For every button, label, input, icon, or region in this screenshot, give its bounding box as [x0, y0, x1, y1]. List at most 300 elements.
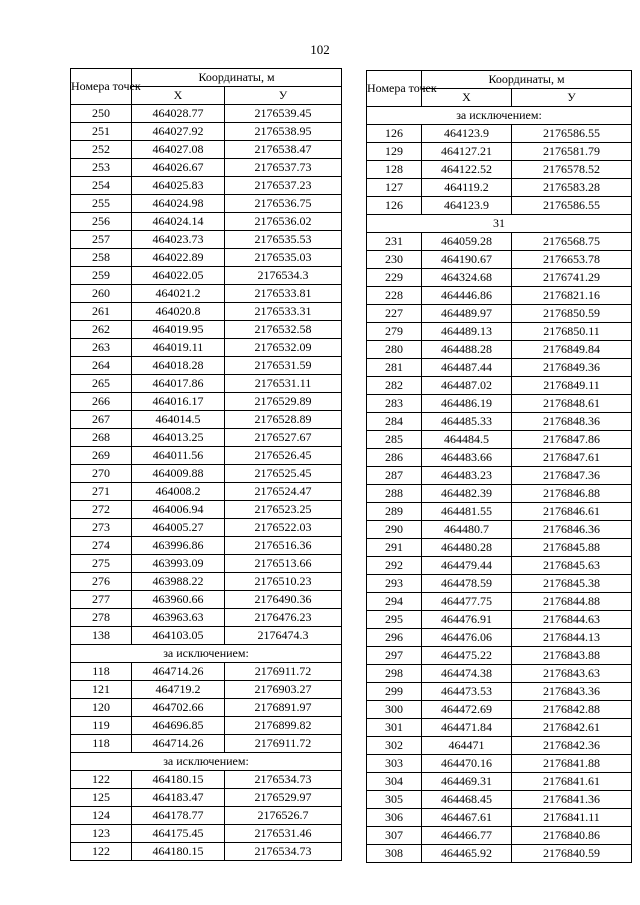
table-row	[71, 627, 342, 645]
x-coordinate-cell: 463963.63	[132, 609, 225, 627]
y-coordinate-cell: 2176842.61	[512, 719, 632, 737]
y-coordinate-cell: 2176899.82	[225, 717, 342, 735]
x-coordinate-cell: 464719.2	[132, 681, 225, 699]
table-row	[71, 519, 342, 537]
table-row	[367, 467, 632, 485]
section-row	[71, 753, 342, 771]
point-number-cell: 293	[367, 575, 422, 593]
point-number-cell: 288	[367, 485, 422, 503]
table-row	[71, 357, 342, 375]
y-coordinate-cell: 2176476.23	[225, 609, 342, 627]
point-number-cell: 278	[71, 609, 132, 627]
point-number-cell: 128	[367, 161, 422, 179]
x-coordinate-cell: 464696.85	[132, 717, 225, 735]
y-coordinate-cell: 2176741.29	[512, 269, 632, 287]
x-coordinate-cell: 464018.28	[132, 357, 225, 375]
point-number-cell: 118	[71, 735, 132, 753]
y-coordinate-cell: 2176847.36	[512, 467, 632, 485]
y-coordinate-cell: 2176845.88	[512, 539, 632, 557]
table-row	[367, 845, 632, 863]
x-coordinate-cell: 464471	[422, 737, 512, 755]
x-coordinate-cell: 464024.98	[132, 195, 225, 213]
table-row	[71, 213, 342, 231]
y-coordinate-cell: 2176532.09	[225, 339, 342, 357]
point-number-cell: 304	[367, 773, 422, 791]
point-number-cell: 264	[71, 357, 132, 375]
x-coordinate-cell: 463960.66	[132, 591, 225, 609]
point-number-cell: 138	[71, 627, 132, 645]
point-number-cell: 292	[367, 557, 422, 575]
x-coordinate-cell: 464005.27	[132, 519, 225, 537]
point-number-cell: 273	[71, 519, 132, 537]
table-row	[367, 827, 632, 845]
y-coordinate-cell: 2176534.3	[225, 267, 342, 285]
point-number-cell: 250	[71, 105, 132, 123]
x-coordinate-cell: 464489.97	[422, 305, 512, 323]
point-number-cell: 281	[367, 359, 422, 377]
x-coordinate-cell: 464028.77	[132, 105, 225, 123]
point-number-cell: 259	[71, 267, 132, 285]
x-coordinate-cell: 464465.92	[422, 845, 512, 863]
table-row	[71, 771, 342, 789]
table-row	[71, 555, 342, 573]
table-row	[71, 249, 342, 267]
table-row	[71, 807, 342, 825]
point-number-cell: 126	[367, 125, 422, 143]
section-label: за исключением:	[71, 645, 342, 663]
table-row	[367, 557, 632, 575]
y-coordinate-cell: 2176474.3	[225, 627, 342, 645]
y-coordinate-cell: 2176846.88	[512, 485, 632, 503]
table-row	[367, 161, 632, 179]
point-number-cell: 270	[71, 465, 132, 483]
y-coordinate-cell: 2176848.61	[512, 395, 632, 413]
y-coordinate-cell: 2176583.28	[512, 179, 632, 197]
header-point-numbers: Номера точек	[71, 69, 132, 105]
point-number-cell: 303	[367, 755, 422, 773]
table-row	[367, 647, 632, 665]
table-row	[367, 413, 632, 431]
x-coordinate-cell: 464477.75	[422, 593, 512, 611]
x-coordinate-cell: 464011.56	[132, 447, 225, 465]
y-coordinate-cell: 2176526.7	[225, 807, 342, 825]
table-row	[367, 125, 632, 143]
table-row	[367, 431, 632, 449]
x-coordinate-cell: 464014.5	[132, 411, 225, 429]
x-coordinate-cell: 464471.84	[422, 719, 512, 737]
section-row	[367, 215, 632, 233]
y-coordinate-cell: 2176586.55	[512, 197, 632, 215]
point-number-cell: 290	[367, 521, 422, 539]
table-row	[367, 701, 632, 719]
table-row	[71, 321, 342, 339]
header-point-numbers: Номера точек	[367, 71, 422, 107]
table-row	[71, 105, 342, 123]
point-number-cell: 263	[71, 339, 132, 357]
table-row	[367, 719, 632, 737]
table-row	[71, 339, 342, 357]
x-coordinate-cell: 464472.69	[422, 701, 512, 719]
table-row	[71, 789, 342, 807]
y-coordinate-cell: 2176841.11	[512, 809, 632, 827]
x-coordinate-cell: 464008.2	[132, 483, 225, 501]
table-row	[71, 537, 342, 555]
y-coordinate-cell: 2176845.38	[512, 575, 632, 593]
table-row	[367, 233, 632, 251]
x-coordinate-cell: 464487.44	[422, 359, 512, 377]
table-row	[71, 267, 342, 285]
point-number-cell: 299	[367, 683, 422, 701]
point-number-cell: 274	[71, 537, 132, 555]
x-coordinate-cell: 464175.45	[132, 825, 225, 843]
y-coordinate-cell: 2176847.61	[512, 449, 632, 467]
y-coordinate-cell: 2176843.63	[512, 665, 632, 683]
table-row	[71, 699, 342, 717]
y-coordinate-cell: 2176528.89	[225, 411, 342, 429]
point-number-cell: 251	[71, 123, 132, 141]
table-row	[367, 611, 632, 629]
header-y: У	[512, 89, 632, 107]
y-coordinate-cell: 2176840.59	[512, 845, 632, 863]
x-coordinate-cell: 464487.02	[422, 377, 512, 395]
table-row	[367, 665, 632, 683]
y-coordinate-cell: 2176568.75	[512, 233, 632, 251]
y-coordinate-cell: 2176821.16	[512, 287, 632, 305]
table-row	[71, 717, 342, 735]
x-coordinate-cell: 464180.15	[132, 843, 225, 861]
table-row	[71, 447, 342, 465]
y-coordinate-cell: 2176529.97	[225, 789, 342, 807]
header-coordinates: Координаты, м	[132, 69, 342, 87]
table-row	[71, 195, 342, 213]
point-number-cell: 266	[71, 393, 132, 411]
y-coordinate-cell: 2176846.61	[512, 503, 632, 521]
x-coordinate-cell: 464017.86	[132, 375, 225, 393]
point-number-cell: 286	[367, 449, 422, 467]
y-coordinate-cell: 2176842.88	[512, 701, 632, 719]
x-coordinate-cell: 464489.13	[422, 323, 512, 341]
point-number-cell: 302	[367, 737, 422, 755]
x-coordinate-cell: 464466.77	[422, 827, 512, 845]
table-row	[71, 285, 342, 303]
point-number-cell: 119	[71, 717, 132, 735]
table-row	[367, 287, 632, 305]
point-number-cell: 283	[367, 395, 422, 413]
y-coordinate-cell: 2176513.66	[225, 555, 342, 573]
x-coordinate-cell: 464026.67	[132, 159, 225, 177]
x-coordinate-cell: 464476.06	[422, 629, 512, 647]
table-row	[71, 411, 342, 429]
table-row	[367, 395, 632, 413]
y-coordinate-cell: 2176840.86	[512, 827, 632, 845]
point-number-cell: 256	[71, 213, 132, 231]
page-number: 102	[310, 42, 330, 57]
table-row	[71, 591, 342, 609]
x-coordinate-cell: 464190.67	[422, 251, 512, 269]
point-number-cell: 262	[71, 321, 132, 339]
point-number-cell: 255	[71, 195, 132, 213]
y-coordinate-cell: 2176537.23	[225, 177, 342, 195]
point-number-cell: 228	[367, 287, 422, 305]
y-coordinate-cell: 2176534.73	[225, 771, 342, 789]
table-body	[367, 107, 632, 863]
point-number-cell: 298	[367, 665, 422, 683]
y-coordinate-cell: 2176850.11	[512, 323, 632, 341]
point-number-cell: 272	[71, 501, 132, 519]
x-coordinate-cell: 464468.45	[422, 791, 512, 809]
table-row	[367, 377, 632, 395]
x-coordinate-cell: 464470.16	[422, 755, 512, 773]
table-row	[367, 593, 632, 611]
y-coordinate-cell: 2176846.36	[512, 521, 632, 539]
table-row	[71, 123, 342, 141]
y-coordinate-cell: 2176522.03	[225, 519, 342, 537]
point-number-cell: 280	[367, 341, 422, 359]
x-coordinate-cell: 464016.17	[132, 393, 225, 411]
y-coordinate-cell: 2176843.88	[512, 647, 632, 665]
x-coordinate-cell: 463988.22	[132, 573, 225, 591]
x-coordinate-cell: 464485.33	[422, 413, 512, 431]
point-number-cell: 261	[71, 303, 132, 321]
section-label: за исключением:	[71, 753, 342, 771]
x-coordinate-cell: 464702.66	[132, 699, 225, 717]
table-row	[71, 573, 342, 591]
table-row	[367, 323, 632, 341]
point-number-cell: 231	[367, 233, 422, 251]
point-number-cell: 122	[71, 771, 132, 789]
y-coordinate-cell: 2176849.84	[512, 341, 632, 359]
point-number-cell: 275	[71, 555, 132, 573]
y-coordinate-cell: 2176841.88	[512, 755, 632, 773]
table-row	[71, 465, 342, 483]
table-row	[71, 393, 342, 411]
point-number-cell: 271	[71, 483, 132, 501]
x-coordinate-cell: 464476.91	[422, 611, 512, 629]
table-row	[367, 197, 632, 215]
y-coordinate-cell: 2176538.95	[225, 123, 342, 141]
table-row	[367, 755, 632, 773]
table-row	[71, 501, 342, 519]
table-row	[367, 683, 632, 701]
point-number-cell: 297	[367, 647, 422, 665]
x-coordinate-cell: 464123.9	[422, 125, 512, 143]
x-coordinate-cell: 464324.68	[422, 269, 512, 287]
point-number-cell: 129	[367, 143, 422, 161]
point-number-cell: 118	[71, 663, 132, 681]
y-coordinate-cell: 2176844.63	[512, 611, 632, 629]
x-coordinate-cell: 464180.15	[132, 771, 225, 789]
y-coordinate-cell: 2176516.36	[225, 537, 342, 555]
x-coordinate-cell: 464480.28	[422, 539, 512, 557]
table-row	[367, 629, 632, 647]
y-coordinate-cell: 2176848.36	[512, 413, 632, 431]
y-coordinate-cell: 2176533.31	[225, 303, 342, 321]
table-row	[367, 179, 632, 197]
x-coordinate-cell: 464475.22	[422, 647, 512, 665]
x-coordinate-cell: 464009.88	[132, 465, 225, 483]
y-coordinate-cell: 2176533.81	[225, 285, 342, 303]
y-coordinate-cell: 2176843.36	[512, 683, 632, 701]
x-coordinate-cell: 464484.5	[422, 431, 512, 449]
x-coordinate-cell: 464103.05	[132, 627, 225, 645]
table-row	[71, 141, 342, 159]
x-coordinate-cell: 463993.09	[132, 555, 225, 573]
point-number-cell: 285	[367, 431, 422, 449]
point-number-cell: 296	[367, 629, 422, 647]
x-coordinate-cell: 464123.9	[422, 197, 512, 215]
y-coordinate-cell: 2176841.36	[512, 791, 632, 809]
x-coordinate-cell: 464013.25	[132, 429, 225, 447]
point-number-cell: 121	[71, 681, 132, 699]
point-number-cell: 127	[367, 179, 422, 197]
point-number-cell: 305	[367, 791, 422, 809]
header-x: Х	[132, 87, 225, 105]
point-number-cell: 276	[71, 573, 132, 591]
x-coordinate-cell: 464023.73	[132, 231, 225, 249]
header-coordinates: Координаты, м	[422, 71, 632, 89]
point-number-cell: 277	[71, 591, 132, 609]
table-row	[71, 825, 342, 843]
x-coordinate-cell: 464020.8	[132, 303, 225, 321]
point-number-cell: 230	[367, 251, 422, 269]
x-coordinate-cell: 464019.11	[132, 339, 225, 357]
y-coordinate-cell: 2176532.58	[225, 321, 342, 339]
x-coordinate-cell: 464021.2	[132, 285, 225, 303]
x-coordinate-cell: 464027.92	[132, 123, 225, 141]
point-number-cell: 227	[367, 305, 422, 323]
table-row	[71, 159, 342, 177]
x-coordinate-cell: 464714.26	[132, 663, 225, 681]
section-row	[71, 645, 342, 663]
table-row	[367, 449, 632, 467]
y-coordinate-cell: 2176653.78	[512, 251, 632, 269]
y-coordinate-cell: 2176527.67	[225, 429, 342, 447]
coordinates-table-left	[70, 68, 342, 861]
table-row	[71, 231, 342, 249]
table-row	[367, 539, 632, 557]
x-coordinate-cell: 464059.28	[422, 233, 512, 251]
y-coordinate-cell: 2176535.03	[225, 249, 342, 267]
table-row	[367, 737, 632, 755]
y-coordinate-cell: 2176911.72	[225, 663, 342, 681]
y-coordinate-cell: 2176531.11	[225, 375, 342, 393]
point-number-cell: 258	[71, 249, 132, 267]
y-coordinate-cell: 2176525.45	[225, 465, 342, 483]
y-coordinate-cell: 2176844.88	[512, 593, 632, 611]
y-coordinate-cell: 2176538.47	[225, 141, 342, 159]
x-coordinate-cell: 464122.52	[422, 161, 512, 179]
y-coordinate-cell: 2176911.72	[225, 735, 342, 753]
point-number-cell: 291	[367, 539, 422, 557]
x-coordinate-cell: 464482.39	[422, 485, 512, 503]
y-coordinate-cell: 2176531.46	[225, 825, 342, 843]
table-row	[367, 269, 632, 287]
x-coordinate-cell: 464022.05	[132, 267, 225, 285]
point-number-cell: 289	[367, 503, 422, 521]
x-coordinate-cell: 464025.83	[132, 177, 225, 195]
table-row	[71, 843, 342, 861]
y-coordinate-cell: 2176535.53	[225, 231, 342, 249]
table-row	[367, 305, 632, 323]
y-coordinate-cell: 2176536.02	[225, 213, 342, 231]
point-number-cell: 252	[71, 141, 132, 159]
table-row	[367, 341, 632, 359]
x-coordinate-cell: 464006.94	[132, 501, 225, 519]
y-coordinate-cell: 2176523.25	[225, 501, 342, 519]
header-y: У	[225, 87, 342, 105]
table-row	[367, 251, 632, 269]
table-row	[367, 521, 632, 539]
table-row	[367, 503, 632, 521]
point-number-cell: 229	[367, 269, 422, 287]
x-coordinate-cell: 464127.21	[422, 143, 512, 161]
y-coordinate-cell: 2176510.23	[225, 573, 342, 591]
section-label: 31	[367, 215, 632, 233]
x-coordinate-cell: 464022.89	[132, 249, 225, 267]
section-row	[367, 107, 632, 125]
table-row	[367, 791, 632, 809]
x-coordinate-cell: 464446.86	[422, 287, 512, 305]
table-row	[71, 681, 342, 699]
y-coordinate-cell: 2176849.36	[512, 359, 632, 377]
x-coordinate-cell: 464024.14	[132, 213, 225, 231]
table-row	[71, 609, 342, 627]
point-number-cell: 301	[367, 719, 422, 737]
point-number-cell: 282	[367, 377, 422, 395]
table-row	[367, 575, 632, 593]
y-coordinate-cell: 2176844.13	[512, 629, 632, 647]
y-coordinate-cell: 2176534.73	[225, 843, 342, 861]
point-number-cell: 284	[367, 413, 422, 431]
point-number-cell: 254	[71, 177, 132, 195]
point-number-cell: 267	[71, 411, 132, 429]
point-number-cell: 300	[367, 701, 422, 719]
point-number-cell: 124	[71, 807, 132, 825]
point-number-cell: 260	[71, 285, 132, 303]
x-coordinate-cell: 464483.66	[422, 449, 512, 467]
y-coordinate-cell: 2176849.11	[512, 377, 632, 395]
table-row	[367, 143, 632, 161]
x-coordinate-cell: 464486.19	[422, 395, 512, 413]
point-number-cell: 257	[71, 231, 132, 249]
x-coordinate-cell: 464019.95	[132, 321, 225, 339]
y-coordinate-cell: 2176529.89	[225, 393, 342, 411]
table-row	[71, 483, 342, 501]
point-number-cell: 269	[71, 447, 132, 465]
table-row	[71, 303, 342, 321]
point-number-cell: 279	[367, 323, 422, 341]
section-label: за исключением:	[367, 107, 632, 125]
point-number-cell: 122	[71, 843, 132, 861]
table-row	[71, 177, 342, 195]
y-coordinate-cell: 2176842.36	[512, 737, 632, 755]
header-x: Х	[422, 89, 512, 107]
table-row	[367, 485, 632, 503]
y-coordinate-cell: 2176841.61	[512, 773, 632, 791]
y-coordinate-cell: 2176531.59	[225, 357, 342, 375]
table-row	[71, 663, 342, 681]
table-row	[71, 375, 342, 393]
table-row	[71, 429, 342, 447]
x-coordinate-cell: 464467.61	[422, 809, 512, 827]
table-body	[71, 105, 342, 861]
y-coordinate-cell: 2176586.55	[512, 125, 632, 143]
point-number-cell: 308	[367, 845, 422, 863]
y-coordinate-cell: 2176524.47	[225, 483, 342, 501]
x-coordinate-cell: 464027.08	[132, 141, 225, 159]
point-number-cell: 307	[367, 827, 422, 845]
x-coordinate-cell: 464469.31	[422, 773, 512, 791]
